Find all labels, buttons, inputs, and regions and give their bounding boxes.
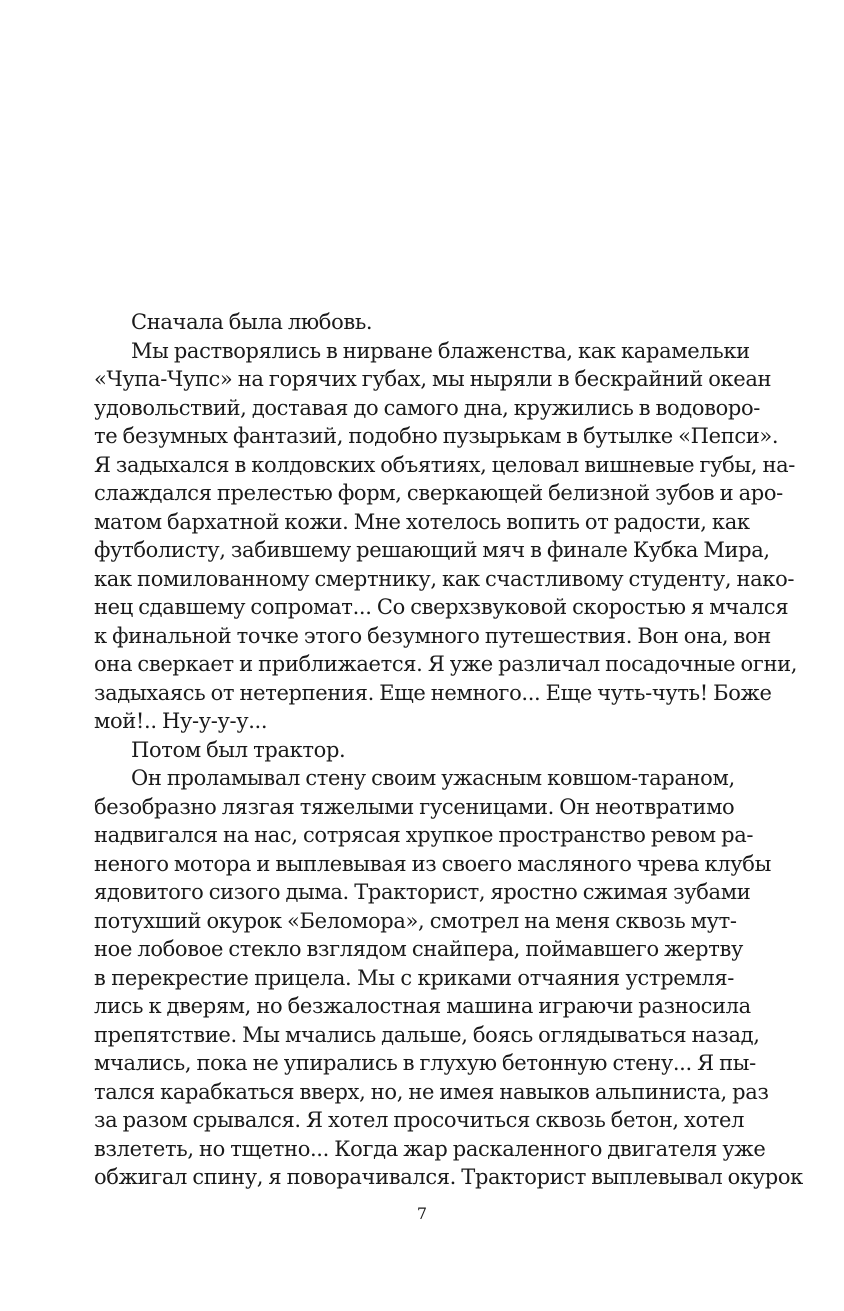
paragraph-line: ное лобовое стекло взглядом снайпера, поймавшего жертву bbox=[94, 937, 743, 961]
paragraph-line: Он проламывал стену своим ужасным ковшом-тараном, bbox=[131, 766, 735, 790]
paragraph-line: матом бархатной кожи. Мне хотелось вопить от радости, как bbox=[94, 509, 750, 534]
paragraph-line: мой!.. Ну-у-у-у... bbox=[94, 709, 268, 733]
paragraph-line: взлететь, но тщетно... Когда жар раскаленного двигателя уже bbox=[94, 1136, 766, 1161]
paragraph-line: неного мотора и выплевывая из своего масляного чрева клубы bbox=[94, 851, 771, 876]
paragraph-line: Потом был трактор. bbox=[131, 737, 346, 762]
paragraph-line: задыхаясь от нетерпения. Еще немного... Еще чуть-чуть! Боже bbox=[94, 680, 772, 705]
paragraph-line: тался карабкаться вверх, но, не имея навыков альпиниста, раз bbox=[94, 1079, 769, 1104]
paragraph-line: нец сдавшему сопромат... Со сверхзвуковой скоростью я мчался bbox=[94, 595, 789, 619]
paragraph-line: безобразно лязгая тяжелыми гусеницами. Он неотвратимо bbox=[94, 794, 735, 819]
paragraph-line: удовольствий, доставая до самого дна, кружились в водоворо- bbox=[94, 395, 761, 420]
paragraph-line: надвигался на нас, сотрясая хрупкое пространство ревом ра- bbox=[94, 823, 754, 847]
paragraph-line: лись к дверям, но безжалостная машина играючи разносила bbox=[94, 994, 751, 1018]
paragraph-line: мчались, пока не упирались в глухую бетонную стену... Я пы- bbox=[94, 1051, 756, 1075]
paragraph-line: футболисту, забившему решающий мяч в финале Кубка Мира, bbox=[94, 538, 770, 562]
paragraph-line: те безумных фантазий, подобно пузырькам в бутылке «Пепси». bbox=[94, 424, 779, 448]
paragraph-line: «Чупа-Чупс» на горячих губах, мы ныряли в бескрайний океан bbox=[94, 367, 772, 391]
paragraph-line: как помилованному смертнику, как счастливому студенту, нако- bbox=[94, 566, 795, 591]
body-text bbox=[94, 308, 803, 1192]
paragraph-line: обжигал спину, я поворачивался. Тракторист выплевывал окурок bbox=[94, 1165, 803, 1189]
page-number: 7 bbox=[416, 1204, 428, 1223]
paragraph-line: в перекрестие прицела. Мы с криками отчаяния устремля- bbox=[94, 965, 734, 990]
paragraph-line: Сначала была любовь. bbox=[131, 310, 373, 334]
paragraph-line: за разом срывался. Я хотел просочиться сквозь бетон, хотел bbox=[94, 1108, 745, 1132]
paragraph-line: потухший окурок «Беломора», смотрел на меня сквозь мут- bbox=[94, 908, 737, 933]
paragraph-line: препятствие. Мы мчались дальше, боясь оглядываться назад, bbox=[94, 1022, 760, 1047]
paragraph-line: Я задыхался в колдовских объятиях, целовал вишневые губы, на- bbox=[94, 452, 796, 477]
paragraph-line: слаждался прелестью форм, сверкающей белизной зубов и аро- bbox=[94, 481, 783, 505]
paragraph-line: она сверкает и приближается. Я уже различал посадочные огни, bbox=[94, 652, 798, 676]
paragraph-line: ядовитого сизого дыма. Тракторист, яростно сжимая зубами bbox=[94, 880, 751, 904]
paragraph-line: к финальной точке этого безумного путешествия. Вон она, вон bbox=[94, 623, 771, 648]
paragraph-line: Мы растворялись в нирване блаженства, как карамельки bbox=[131, 338, 750, 363]
